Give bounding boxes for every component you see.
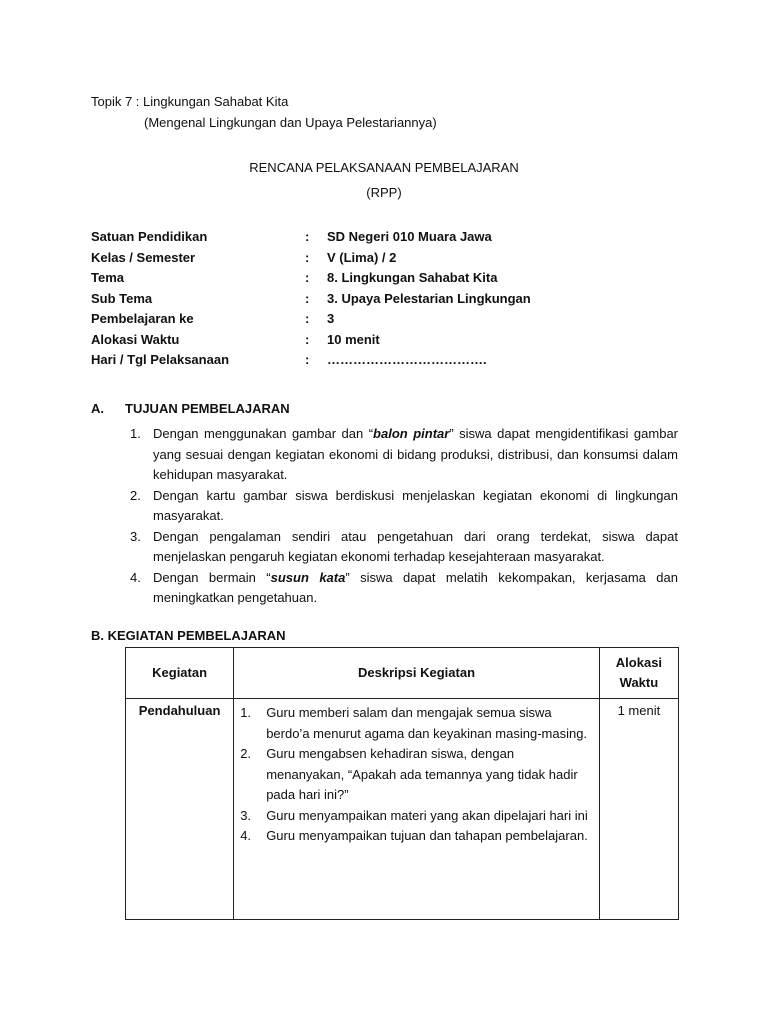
document-title-abbrev: (RPP) (366, 185, 402, 200)
objective-item (130, 486, 678, 527)
objective-item (130, 424, 678, 486)
step-number: 2. (240, 746, 252, 761)
list-item (234, 703, 593, 744)
info-colon: : (305, 291, 310, 306)
info-colon: : (305, 352, 310, 367)
info-value: ………………………………. (327, 352, 487, 367)
info-colon: : (305, 311, 310, 326)
objective-emphasis: balon pintar (373, 426, 450, 441)
step-number: 3. (240, 807, 252, 823)
objective-text: Dengan pengalaman sendiri atau pengetahuan dari orang terdekat, siswa dapat menjelaskan pengaruh kegiatan ekonomi terhadap kesejahteraan masyarakat. (153, 528, 678, 564)
objectives-list (130, 424, 678, 609)
time-cell: 1 menit (599, 699, 678, 920)
info-row (91, 229, 691, 249)
info-row (91, 250, 691, 270)
info-label: Pembelajaran ke (91, 311, 194, 326)
section-a-title: TUJUAN PEMBELAJARAN (125, 401, 290, 416)
info-row (91, 270, 691, 290)
section-a-heading (91, 401, 290, 416)
section-a-number: A. (91, 401, 104, 416)
step-text: Guru menyampaikan tujuan dan tahapan pembelajaran. (266, 828, 588, 843)
header-alokasi-waktu-text: Alokasi Waktu (615, 655, 663, 690)
step-text: Guru memberi salam dan mengajak semua siswa berdo’a menurut agama dan keyakinan masing-masing. (266, 705, 588, 741)
info-label: Hari / Tgl Pelaksanaan (91, 352, 230, 367)
step-number: 1. (240, 705, 252, 720)
step-number: 4. (240, 828, 252, 843)
info-colon: : (305, 332, 310, 347)
info-value: 3. Upaya Pelestarian Lingkungan (327, 291, 531, 306)
info-value: V (Lima) / 2 (327, 250, 397, 265)
objective-number: 4. (130, 569, 141, 585)
header-alokasi-waktu (599, 648, 678, 699)
info-label: Satuan Pendidikan (91, 229, 208, 244)
header-kegiatan: Kegiatan (126, 648, 234, 699)
info-colon: : (305, 229, 310, 244)
objective-item (130, 527, 678, 568)
info-value: 10 menit (327, 332, 380, 347)
document-title: RENCANA PELAKSANAAN PEMBELAJARAN (249, 160, 519, 175)
table-header-row (126, 648, 679, 699)
section-b-heading: B. KEGIATAN PEMBELAJARAN (91, 628, 286, 643)
header-deskripsi: Deskripsi Kegiatan (234, 648, 600, 699)
info-row (91, 291, 691, 311)
info-value: 3 (327, 311, 335, 326)
activity-table (125, 647, 679, 920)
info-value: 8. Lingkungan Sahabat Kita (327, 270, 498, 285)
info-label: Sub Tema (91, 291, 153, 306)
info-value: SD Negeri 010 Muara Jawa (327, 229, 492, 244)
step-text: Guru mengabsen kehadiran siswa, dengan menanyakan, “Apakah ada temannya yang tidak hadir pada hari ini?” (266, 746, 578, 802)
info-colon: : (305, 270, 310, 285)
list-item (234, 806, 593, 827)
phase-cell: Pendahuluan (126, 699, 234, 920)
objective-text: Dengan menggunakan gambar dan “ (153, 426, 374, 441)
step-text: Guru menyampaikan materi yang akan dipelajari hari ini (266, 807, 588, 823)
topic-subtitle: (Mengenal Lingkungan dan Upaya Pelestariannya) (144, 115, 437, 130)
list-item (234, 744, 593, 806)
objective-number: 1. (130, 426, 141, 441)
objective-text: Dengan kartu gambar siswa berdiskusi menjelaskan kegiatan ekonomi di lingkungan masyarakat. (153, 487, 678, 523)
table-row (126, 699, 679, 920)
step-list (234, 699, 593, 847)
objective-text-end: ” siswa dapat melatih kekompakan, kerjasama dan meningkatkan pengetahuan. (153, 569, 678, 605)
objective-number: 3. (130, 528, 141, 544)
info-row (91, 332, 691, 352)
objective-text-end: ” siswa dapat mengidentifikasi gambar yang sesuai dengan kegiatan ekonomi di bidang produksi, distribusi, dan konsumsi dalam kehidupan masyarakat. (153, 426, 678, 482)
topic-title: Topik 7 : Lingkungan Sahabat Kita (91, 94, 289, 109)
objective-item (130, 568, 678, 609)
info-label: Alokasi Waktu (91, 332, 180, 347)
list-item (234, 826, 593, 847)
info-colon: : (305, 250, 310, 265)
info-label: Kelas / Semester (91, 250, 196, 265)
objective-emphasis: susun kata (270, 569, 346, 585)
objective-text: Dengan bermain “ (153, 569, 271, 585)
info-row (91, 311, 691, 331)
description-cell (234, 699, 600, 920)
info-label: Tema (91, 270, 124, 285)
objective-number: 2. (130, 487, 141, 503)
info-row (91, 352, 691, 372)
